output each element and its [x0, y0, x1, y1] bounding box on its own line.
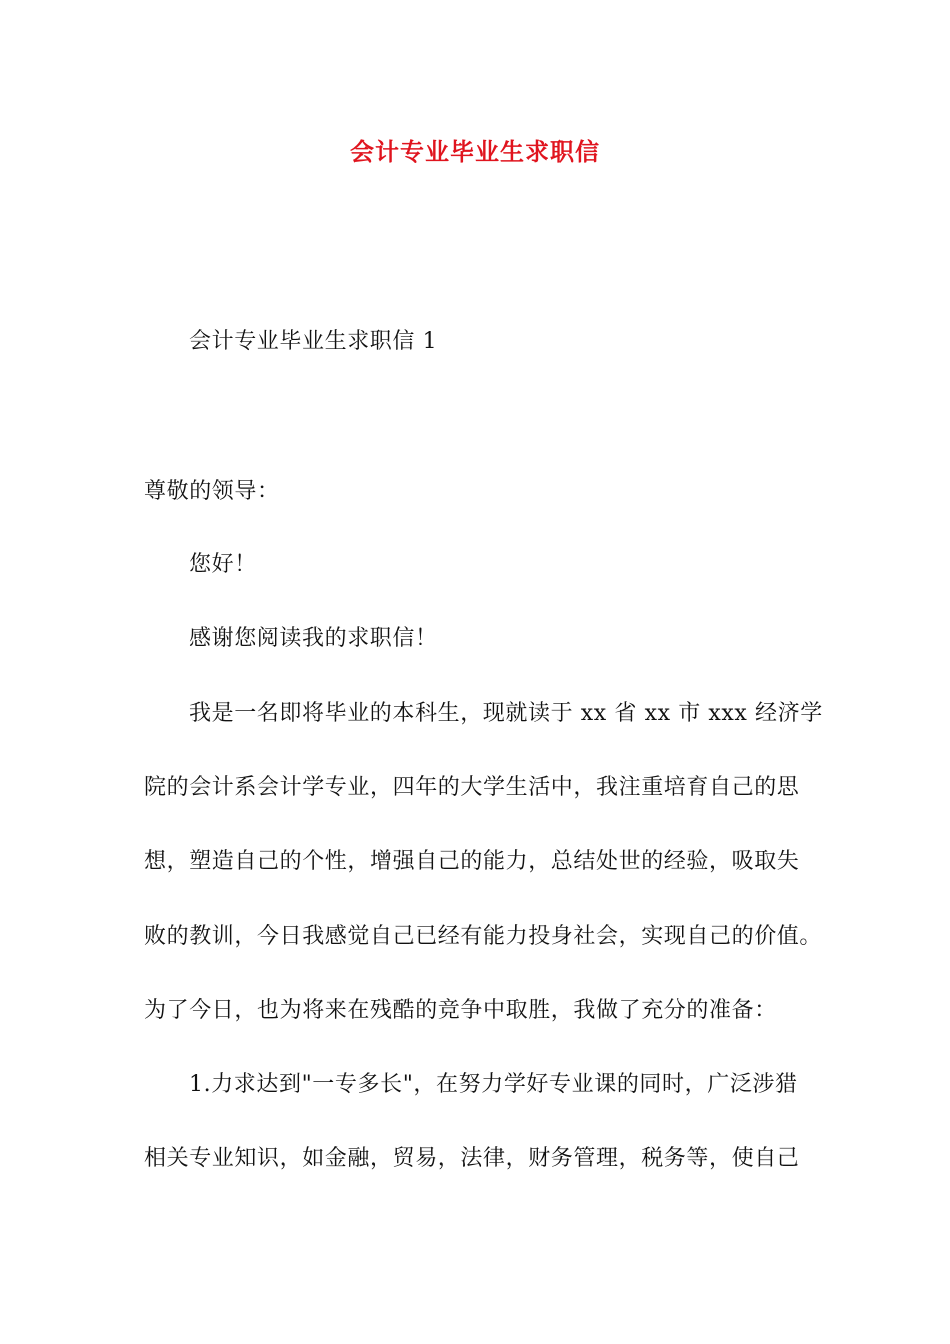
document-title: 会计专业毕业生求职信 [350, 138, 600, 166]
greeting: 您好！ [189, 552, 257, 577]
body-line: 1.力求达到"一专多长"，在努力学好专业课的同时，广泛涉猎 [189, 1072, 798, 1097]
salutation: 尊敬的领导： [144, 479, 280, 504]
section-heading: 会计专业毕业生求职信 1 [189, 329, 438, 354]
thanks-line: 感谢您阅读我的求职信！ [189, 626, 438, 651]
body-line: 院的会计系会计学专业，四年的大学生活中，我注重培育自己的思 [144, 775, 800, 800]
body-line: 为了今日，也为将来在残酷的竞争中取胜，我做了充分的准备： [144, 998, 777, 1023]
body-line: 相关专业知识，如金融，贸易，法律，财务管理，税务等，使自己 [144, 1146, 800, 1171]
body-line: 我是一名即将毕业的本科生，现就读于 xx 省 xx 市 xxx 经济学 [189, 701, 823, 726]
body-line: 败的教训，今日我感觉自己已经有能力投身社会，实现自己的价值。 [144, 924, 823, 949]
body-line: 想，塑造自己的个性，增强自己的能力，总结处世的经验，吸取失 [144, 849, 800, 874]
